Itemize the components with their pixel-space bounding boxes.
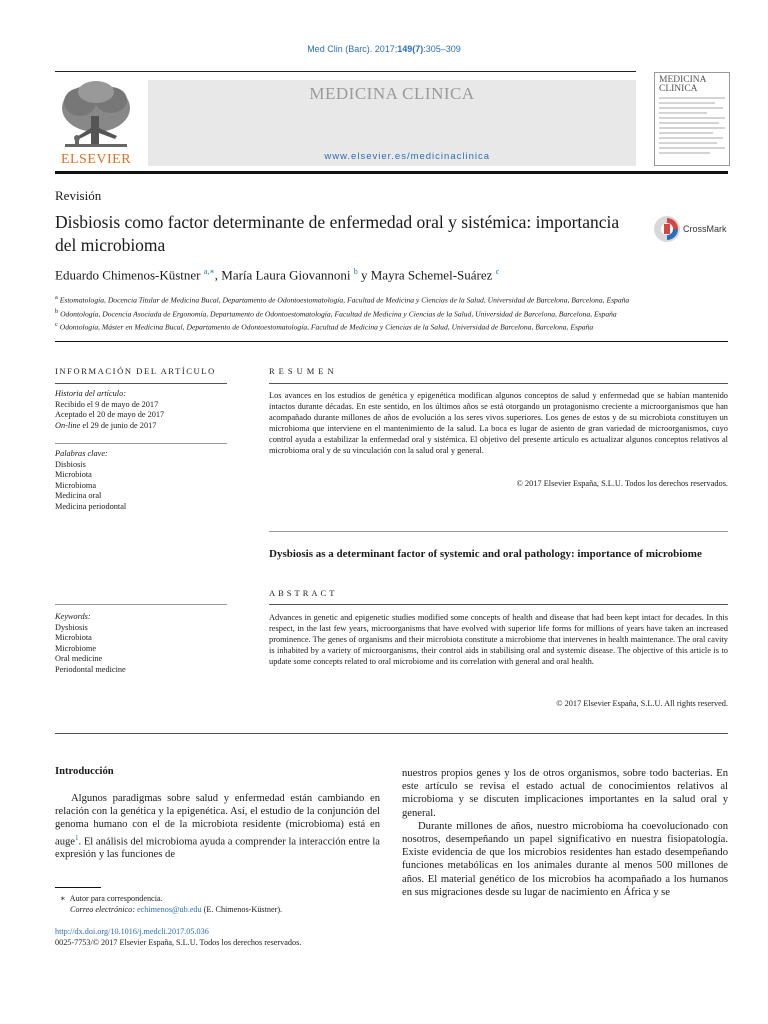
affiliation-item: $^b$ Odontología, Docencia Asociada de Ergonomía, Departamento de Odontoestomatología, Facultad de Medicina y Ciencias de la Salud, Universidad de Barcelona, Barcelona, España — [55, 307, 617, 319]
keywords-es: Palabras clave: Disbiosis Microbiota Microbioma Medicina oral Medicina periodontal — [55, 449, 227, 513]
article-type: Revisión — [55, 188, 102, 203]
english-title: Dysbiosis as a determinant factor of systemic and oral pathology: importance of microbiome — [269, 548, 702, 560]
author-name: Mayra Schemel-Suárez — [370, 267, 493, 283]
keyword: Microbioma — [55, 480, 97, 490]
abstract-heading: ABSTRACT — [269, 588, 338, 598]
keyword: Microbiota — [55, 633, 92, 643]
keyword: Medicina periodontal — [55, 501, 127, 511]
doi-link[interactable]: http://dx.doi.org/10.1016/j.medcli.2017.05.036 — [55, 927, 209, 936]
article-info-heading: INFORMACIÓN DEL ARTÍCULO — [55, 366, 216, 376]
journal-cover-thumbnail — [654, 72, 730, 166]
journal-url-link[interactable]: www.elsevier.es/medicinaclinica — [324, 151, 490, 162]
keyword: Microbiome — [55, 643, 97, 653]
body-paragraph: nuestros propios genes y los de otros organismos, sobre todo bacterias. En este artículo se revisa el estado actual de conocimientos relativos al microbioma y se discuten implicaciones importantes en la salud oral y general. — [402, 768, 728, 819]
author-affil-mark[interactable]: b — [353, 267, 358, 276]
correspondence-footnote: ∗ Autor para correspondencia. Correo electrónico: echimenos@ub.edu (E. Chimenos-Küstner). — [60, 894, 283, 914]
resumen-rule — [269, 383, 728, 384]
header-bottom-rule — [55, 171, 728, 174]
reference-link[interactable]: 1 — [75, 833, 79, 842]
footnote-star-mark: ∗ — [60, 894, 66, 903]
author-affil-mark[interactable]: a,∗ — [203, 267, 215, 276]
crossmark-badge[interactable] — [653, 214, 733, 244]
info-rule — [55, 383, 227, 384]
affiliation-item: $^c$ Odontología, Máster en Medicina Bucal, Departamento de Odontoestomatología, Facultad de Medicina y Ciencias de la Salud, Universidad de Barcelona, Barcelona, España — [55, 321, 594, 332]
issn-copyright: 0025-7753/© 2017 Elsevier España, S.L.U. Todos los derechos reservados. — [55, 938, 302, 947]
abstract-text: Advances in genetic and epigenetic studies modified some concepts of health and disease that had been kept intact for decades. In this respect, in the last few years, microorganisms that have evolved with superior life forms for millions of years have taken an increased prominence. The genes of organisms and their microbiota constitute a microbiome that intervenes in health maintenance. The oral cavity is inhabited by a variety of microorganisms, their control aids in stabilising oral and systemic disease. The objective of this article is to update some concepts related to oral microbiome and its correlation with general and oral health. — [269, 613, 728, 666]
crossmark-icon — [653, 215, 681, 243]
affiliations — [55, 292, 730, 333]
abstract-copyright: © 2017 Elsevier España, S.L.U. All rights reserved. — [556, 699, 728, 708]
author-affil-mark[interactable]: c — [495, 267, 500, 276]
article-history: Historia del artículo: Recibido el 9 de mayo de 2017 Aceptado el 20 de mayo de 2017 On-line el 29 de junio de 2017 — [55, 389, 165, 430]
journal-citation: Med Clin (Barc). 2017;149(7):305–309 — [307, 44, 461, 54]
keyword: Disbiosis — [55, 459, 86, 469]
header-top-rule — [55, 71, 636, 72]
doi-block — [55, 926, 455, 948]
keyword: Periodontal medicine — [55, 664, 126, 674]
resumen-text: Los avances en los estudios de genética y epigenética modifican algunos conceptos de salud y enfermedad que se habían mantenido intactos durante décadas. En este sentido, en los últimos años se está otorgando un protagonismo creciente a microorganismos que han acompañado durante millones de años de evolución a los seres vivos superiores. Los genes de estos y de su microbiota constituyen un microbioma que interviene en el mantenimiento de la salud. La boca es lugar de asiento de gran variedad de microorganismos, cuyo control ayuda a estabilizar la enfermedad oral y sistémica. El objetivo del presente artículo es actualizar algunos conceptos relativos al microbioma oral y de su vinculación con la salud oral y general. — [269, 391, 728, 455]
author-name: María Laura Giovannoni — [221, 267, 351, 283]
footnote-rule — [55, 887, 101, 888]
author-name: Eduardo Chimenos-Küstner — [55, 267, 201, 283]
elsevier-wordmark: ELSEVIER — [60, 152, 132, 167]
intro-heading: Introducción — [55, 766, 114, 777]
keywords-en-rule — [55, 604, 227, 605]
english-section-rule — [269, 531, 728, 532]
journal-name: MEDICINA CLINICA — [309, 84, 475, 103]
crossmark-label: CrossMark — [683, 224, 727, 234]
cover-title: MEDICINA CLINICA — [659, 75, 706, 94]
article-title: Disbiosis como factor determinante de enfermedad oral y sistémica: importancia del microbioma — [55, 212, 620, 255]
front-matter-rule — [55, 341, 728, 342]
keyword: Oral medicine — [55, 654, 103, 664]
body-column-right — [402, 767, 728, 899]
body-column-left — [55, 792, 380, 862]
body-paragraph: Algunos paradigmas sobre salud y enfermedad están cambiando en relación con la genética y la epigenética. Así, el estudio de la conjunción del genoma humano con el de la microbiota residente (microbioma) está en auge$^1$. El análisis del microbioma ayuda a comprender la interacción entre la expresión y las funciones de — [55, 793, 380, 861]
front-matter-end-rule — [55, 733, 728, 734]
keyword: Dysbiosis — [55, 622, 88, 632]
keyword: Microbiota — [55, 470, 92, 480]
cover-text-lines — [655, 94, 729, 164]
affiliation-item: $^a$ Estomatología, Docencia Titular de Medicina Bucal, Departamento de Odontoestomatología, Facultad de Medicina y Ciencias de la Salud, Universidad de Barcelona, Barcelona, España — [55, 294, 630, 305]
keywords-en: Keywords: Dysbiosis Microbiota Microbiome Oral medicine Periodontal medicine — [55, 612, 227, 676]
abstract-rule — [269, 604, 728, 605]
body-paragraph: Durante millones de años, nuestro microbioma ha coevolucionado con nosotros, desempeñando un papel significativo en nuestra fisiopatología. Existe evidencia de que los microbios residentes han estado desempeñando funciones metabólicas en los animales durante al menos 500 millones de años. El material genético de los microbios ha acompañado a los humanos en sus migraciones desde su lugar de nacimiento en África y se — [402, 820, 728, 898]
author-list: Eduardo Chimenos-Küstner $^{a,∗}$, María Laura Giovannoni $^b$ y Mayra Schemel-Suárez $^c$ — [55, 267, 500, 283]
email-link[interactable]: echimenos@ub.edu — [137, 905, 202, 914]
info-rule — [55, 443, 227, 444]
resumen-heading: RESUMEN — [269, 366, 338, 376]
resumen-copyright: © 2017 Elsevier España, S.L.U. Todos los derechos reservados. — [516, 479, 728, 488]
keyword: Medicina oral — [55, 491, 102, 501]
